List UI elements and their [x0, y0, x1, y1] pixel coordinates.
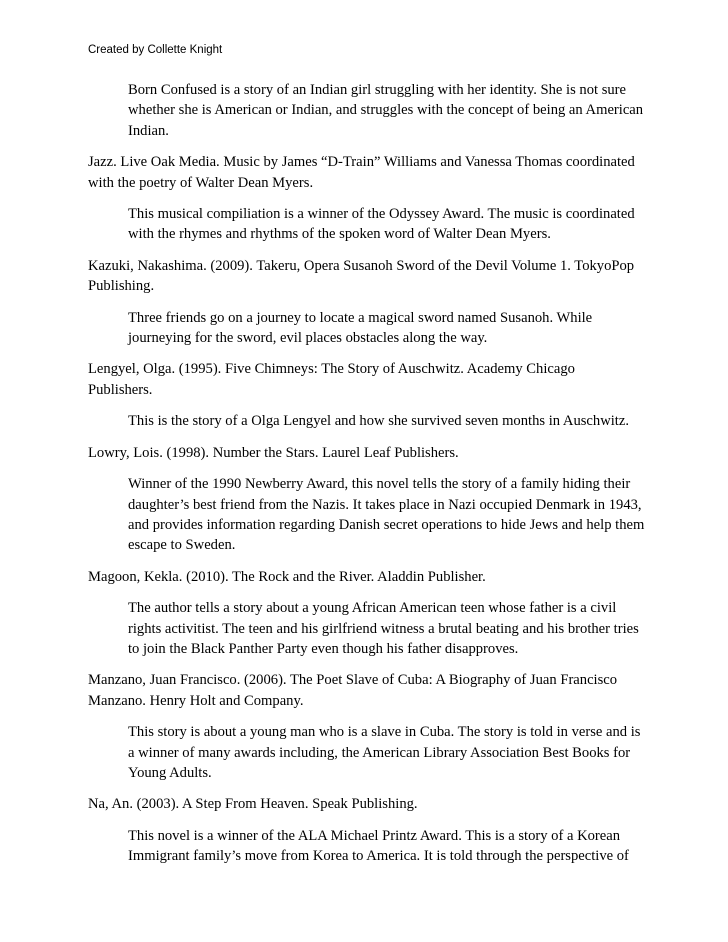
annotation-line: a winner of many awards including, the American Library Association Best Books for	[128, 744, 631, 761]
bibliography-list	[88, 80, 648, 878]
annotation-line: to join the Black Panther Party even though his father disapproves.	[128, 640, 519, 657]
entry-annotation	[128, 722, 648, 783]
annotation-line: This musical compiliation is a winner of the Odyssey Award. The music is coordinated	[128, 206, 635, 223]
citation-line: Kazuki, Nakashima. (2009). Takeru, Opera Susanoh Sword of the Devil Volume 1. TokyoPop	[88, 257, 635, 274]
citation-line: Na, An. (2003). A Step From Heaven. Speak Publishing.	[88, 796, 418, 813]
annotation-line: and provides information regarding Danish secret operations to hide Jews and help them	[128, 516, 645, 533]
annotation-line: This novel is a winner of the ALA Michael Printz Award. This is a story of a Korean	[128, 827, 621, 844]
annotation-line: Winner of the 1990 Newberry Award, this novel tells the story of a family hiding their	[128, 476, 631, 493]
citation-line: Lowry, Lois. (1998). Number the Stars. Laurel Leaf Publishers.	[88, 444, 459, 461]
annotation-line: This is the story of a Olga Lengyel and how she survived seven months in Auschwitz.	[128, 413, 629, 430]
entry-annotation	[128, 598, 648, 659]
annotation-line: rights activitist. The teen and his girlfriend witness a brutal beating and his brother tries	[128, 620, 639, 637]
entry-citation	[88, 359, 648, 400]
entry-annotation	[128, 474, 648, 556]
entry-citation	[88, 794, 648, 814]
bibliography-entry	[88, 80, 648, 141]
citation-line: Lengyel, Olga. (1995). Five Chimneys: The Story of Auschwitz. Academy Chicago	[88, 361, 575, 378]
entry-annotation	[128, 308, 648, 349]
entry-citation	[88, 256, 648, 297]
annotation-line: whether she is American or Indian, and struggles with the concept of being an American	[128, 102, 644, 119]
annotation-line: journeying for the sword, evil places obstacles along the way.	[128, 330, 488, 347]
entry-citation	[88, 152, 648, 193]
entry-annotation	[128, 411, 648, 431]
annotation-line: Born Confused is a story of an Indian girl struggling with her identity. She is not sure	[128, 82, 627, 98]
entry-annotation	[128, 80, 648, 141]
entry-annotation	[128, 826, 648, 867]
citation-line: Magoon, Kekla. (2010). The Rock and the River. Aladdin Publisher.	[88, 568, 486, 585]
entry-citation	[88, 670, 648, 711]
citation-line: Jazz. Live Oak Media. Music by James “D-Train” Williams and Vanessa Thomas coordinated	[88, 154, 635, 171]
citation-line: with the poetry of Walter Dean Myers.	[88, 174, 314, 191]
citation-line: Publishers.	[88, 381, 153, 398]
annotation-line: Indian.	[128, 122, 169, 139]
citation-line: Manzano. Henry Holt and Company.	[88, 692, 304, 709]
annotation-line: escape to Sweden.	[128, 537, 236, 554]
bibliography-entry	[88, 256, 648, 349]
bibliography-entry	[88, 152, 648, 245]
annotation-line: The author tells a story about a young African American teen whose father is a civil	[128, 600, 617, 617]
bibliography-entry	[88, 359, 648, 431]
annotation-line: daughter’s best friend from the Nazis. It takes place in Nazi occupied Denmark in 1943,	[128, 496, 642, 513]
bibliography-entry	[88, 443, 648, 556]
annotation-line: with the rhymes and rhythms of the spoken word of Walter Dean Myers.	[128, 226, 551, 243]
citation-line: Manzano, Juan Francisco. (2006). The Poet Slave of Cuba: A Biography of Juan Francisco	[88, 672, 618, 689]
annotation-line: This story is about a young man who is a slave in Cuba. The story is told in verse and is	[128, 724, 641, 741]
bibliography-entry	[88, 794, 648, 866]
page-header: Created by Collette Knight	[88, 44, 223, 56]
entry-citation	[88, 443, 648, 463]
annotation-line: Immigrant family’s move from Korea to America. It is told through the perspective of	[128, 848, 629, 865]
annotation-line: Three friends go on a journey to locate a magical sword named Susanoh. While	[128, 309, 593, 326]
entry-citation	[88, 567, 648, 587]
bibliography-entry	[88, 670, 648, 783]
bibliography-entry	[88, 567, 648, 660]
citation-line: Publishing.	[88, 278, 155, 295]
annotation-line: Young Adults.	[128, 764, 212, 781]
entry-annotation	[128, 204, 648, 245]
